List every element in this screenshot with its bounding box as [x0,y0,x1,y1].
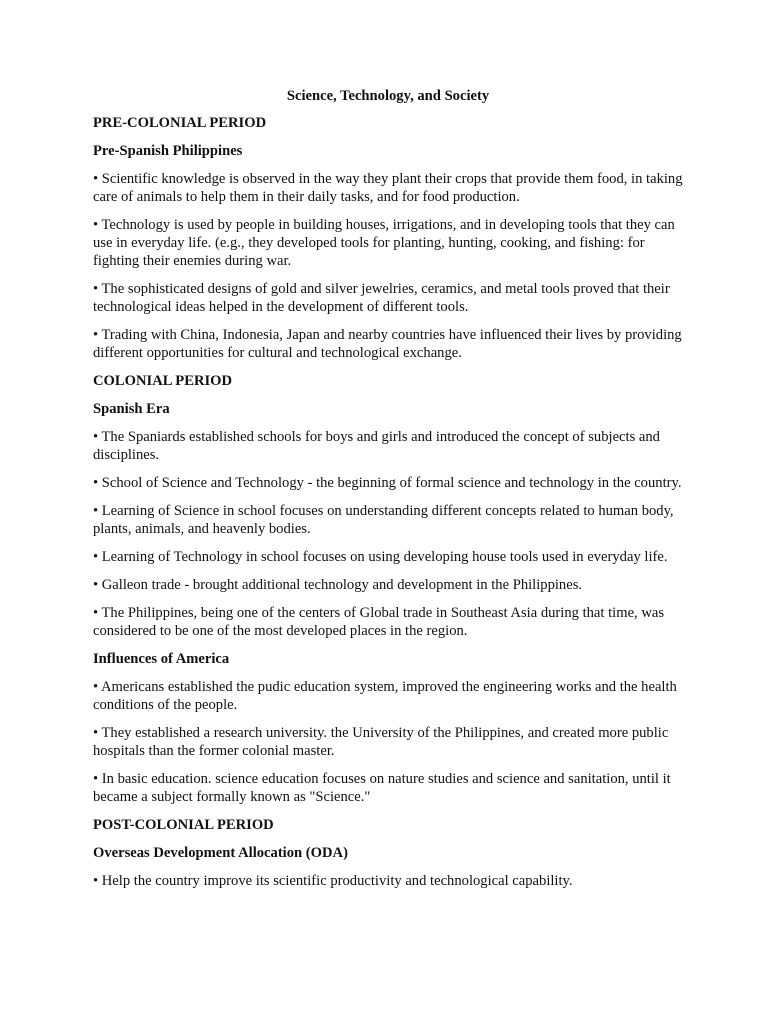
paragraph: • Help the country improve its scientific productivity and technological capability. [93,873,573,889]
paragraph: • Learning of Science in school focuses on understanding different concepts related to human body, plants, animals, and heavenly bodies. [93,503,674,537]
paragraph: • School of Science and Technology - the beginning of formal science and technology in the country. [93,475,682,491]
subheading-spanish-era: Spanish Era [93,401,170,417]
paragraph: • Scientific knowledge is observed in the way they plant their crops that provide them food, in taking care of animals to help them in their daily tasks, and for food production. [93,171,683,205]
subheading-oda: Overseas Development Allocation (ODA) [93,845,348,861]
paragraph: • The Spaniards established schools for boys and girls and introduced the concept of subjects and disciplines. [93,429,660,463]
paragraph: • Trading with China, Indonesia, Japan and nearby countries have influenced their lives by providing different opportunities for cultural and technological exchange. [93,327,682,361]
paragraph: • Learning of Technology in school focuses on using developing house tools used in everyday life. [93,549,668,565]
section-heading-pre-colonial: PRE-COLONIAL PERIOD [93,115,267,131]
document-title: Science, Technology, and Society [286,88,490,104]
section-heading-colonial: COLONIAL PERIOD [93,373,233,389]
paragraph: • Technology is used by people in building houses, irrigations, and in developing tools that they can use in everyday life. (e.g., they developed tools for planting, hunting, cooking, and fishing: for fighting their enemies during war. [93,217,675,269]
paragraph: • They established a research university. the University of the Philippines, and created more public hospitals than the former colonial master. [93,725,669,759]
subheading-pre-spanish: Pre-Spanish Philippines [93,143,243,159]
paragraph: • In basic education. science education focuses on nature studies and science and sanitation, until it became a subject formally known as "Science." [93,771,671,805]
subheading-influences-of-america: Influences of America [93,651,230,667]
document-page [93,87,683,900]
paragraph: • Americans established the pudic education system, improved the engineering works and the health conditions of the people. [93,679,677,713]
paragraph: • The Philippines, being one of the centers of Global trade in Southeast Asia during that time, was considered to be one of the most developed places in the region. [93,605,665,639]
paragraph: • Galleon trade - brought additional technology and development in the Philippines. [93,577,583,593]
section-heading-post-colonial: POST-COLONIAL PERIOD [93,817,274,833]
paragraph: • The sophisticated designs of gold and silver jewelries, ceramics, and metal tools proved that their technological ideas helped in the development of different tools. [93,281,670,315]
